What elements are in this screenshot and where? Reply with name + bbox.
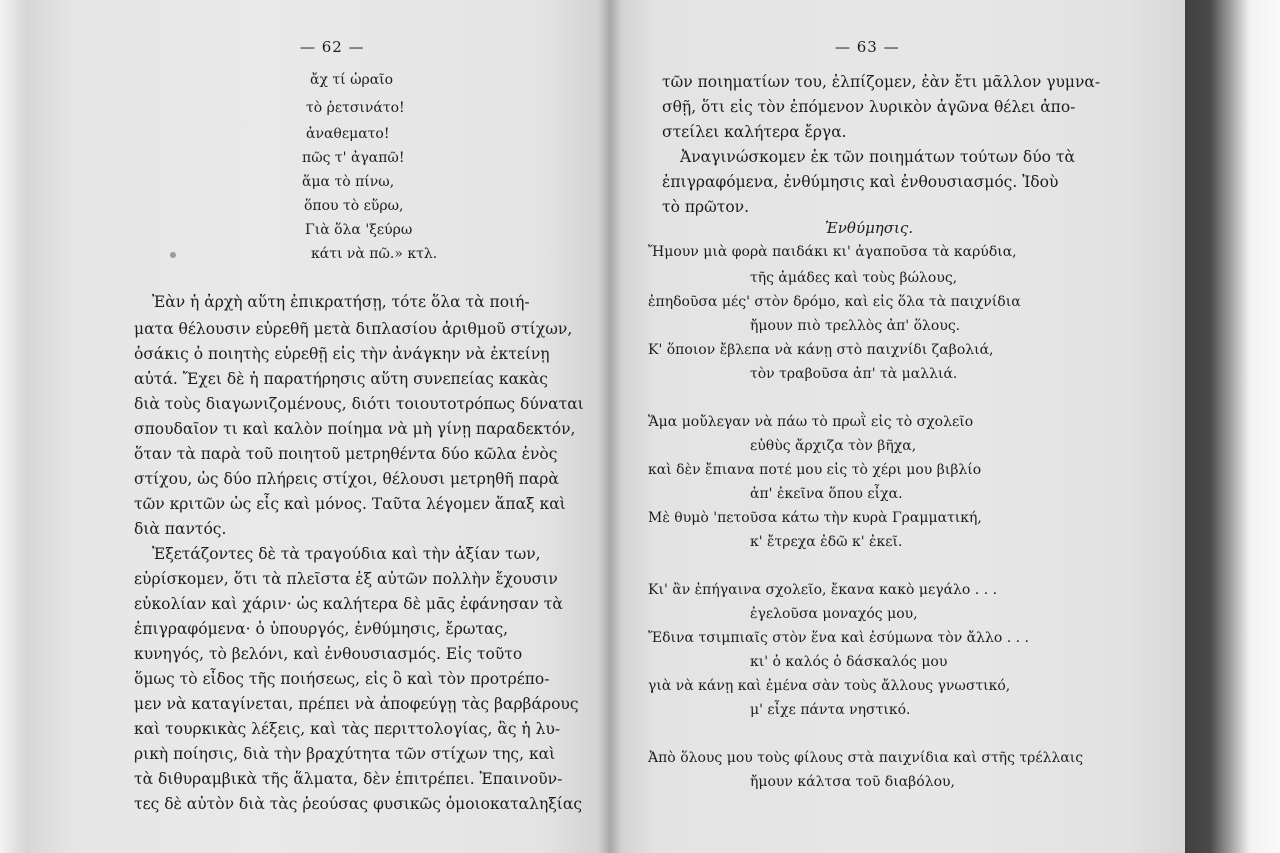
prose-line: διὰ τοὺς διαγωνιζομένους, διότι τοιουτοτρόπως δύναται <box>134 395 584 413</box>
prose-line: σπουδαῖον τι καὶ καλὸν ποίημα νὰ μὴ γίνῃ παραδεκτόν, <box>134 420 576 438</box>
prose-line: αὐτά. Ἔχει δὲ ἡ παρατήρησις αὕτη συνεπείας κακὰς <box>134 370 548 388</box>
prose-line: ἐπιγραφόμενα· ὁ ὑπουργός, ἐνθύμησις, ἔρωτας, <box>134 620 509 638</box>
verse-line: πῶς τ' ἀγαπῶ! <box>302 150 405 166</box>
prose-line: τῶν κριτῶν ὡς εἷς καὶ μόνος. Ταῦτα λέγομεν ἅπαξ καὶ <box>134 495 566 513</box>
poem-line: Κι' ἂν ἐπήγαινα σχολεῖο, ἔκανα κακὸ μεγάλο . . . <box>648 582 998 598</box>
poem-line: ἐγελοῦσα μοναχός μου, <box>750 606 918 622</box>
poem-line: ἐπηδοῦσα μές' στὸν δρόμο, καὶ εἰς ὅλα τὰ παιχνίδια <box>648 294 1021 310</box>
prose-line: ὁσάκις ὁ ποιητὴς εὑρεθῇ εἰς τὴν ἀνάγκην νὰ ἐκτείνῃ <box>134 345 550 363</box>
ink-spot <box>170 252 176 258</box>
verse-line: ἅμα τὸ πίνω, <box>302 174 395 190</box>
prose-line: διὰ παντός. <box>134 520 227 538</box>
poem-line: Ἅμα μοὔλεγαν νὰ πάω τὸ πρωῒ εἰς τὸ σχολεῖο <box>648 414 974 430</box>
page-number-63: — 63 — <box>835 38 900 56</box>
prose-line: ρικὴ ποίησις, διὰ τὴν βραχύτητα τῶν στίχων της, καὶ <box>134 745 556 763</box>
poem-line: τῆς ἀμάδες καὶ τοὺς βώλους, <box>750 270 958 286</box>
prose-line: στείλει καλήτερα ἔργα. <box>662 123 847 141</box>
prose-line: ὅμως τὸ εἶδος τῆς ποιήσεως, εἰς ὃ καὶ τὸν προτρέπο- <box>134 670 550 688</box>
poem-line: Ἀπὸ ὅλους μου τοὺς φίλους στὰ παιχνίδια καὶ στῆς τρέλλαις <box>648 750 1084 766</box>
verse-line: Γιὰ ὅλα 'ξεύρω <box>305 222 413 238</box>
prose-line: εὐκολίαν καὶ χάριν· ὡς καλήτερα δὲ μᾶς ἐφάνησαν τὰ <box>134 595 563 613</box>
poem-line: κι' ὁ καλός ὁ δάσκαλός μου <box>750 654 948 670</box>
poem-line: γιὰ νὰ κάνῃ καὶ ἐμένα σὰν τοὺς ἄλλους γνωστικό, <box>648 678 1011 694</box>
prose-line: σθῇ, ὅτι εἰς τὸν ἐπόμενον λυρικὸν ἀγῶνα θέλει ἀπο- <box>662 98 1076 116</box>
poem-line: ἀπ' ἐκεῖνα ὅπου εἶχα. <box>750 486 903 502</box>
poem-line: Ἔδινα τσιμπιαῖς στὸν ἕνα καὶ ἐσύμωνα τὸν ἄλλο . . . <box>648 630 1030 646</box>
prose-line: ἐπιγραφόμενα, ἐνθύμησις καὶ ἐνθουσιασμός. Ἰδοὺ <box>662 173 1059 191</box>
verse-line: ἄχ τί ὡραῖο <box>310 72 394 88</box>
prose-line: τες δὲ αὐτὸν διὰ τὰς ῥεούσας φυσικῶς ὁμοιοκαταληξίας <box>134 795 583 813</box>
prose-line: μεν νὰ καταγίνεται, πρέπει νὰ ἀποφεύγῃ τὰς βαρβάρους <box>134 695 579 713</box>
prose-line: Ἐὰν ἡ ἀρχὴ αὕτη ἐπικρατήσῃ, τότε ὅλα τὰ ποιή- <box>152 293 530 311</box>
poem-line: τὸν τραβοῦσα ἀπ' τὰ μαλλιά. <box>750 366 958 382</box>
prose-line: τῶν ποιηματίων του, ἐλπίζομεν, ἐὰν ἔτι μᾶλλον γυμνα- <box>662 73 1101 91</box>
poem-line: Μὲ θυμὸ 'πετοῦσα κάτω τὴν κυρὰ Γραμματική, <box>648 510 982 526</box>
right-page <box>610 0 1185 853</box>
poem-line: εὐθὺς ἄρχιζα τὸν βῆχα, <box>750 438 917 454</box>
book-cover-edge <box>1180 0 1280 853</box>
prose-line: εὑρίσκομεν, ὅτι τὰ πλεῖστα ἐξ αὐτῶν πολλὴν ἔχουσιν <box>134 570 558 588</box>
prose-line: τὰ διθυραμβικὰ τῆς ἅλματα, δὲν ἐπιτρέπει. Ἐπαινοῦν- <box>134 770 563 788</box>
poem-line: μ' εἶχε πάντα νηστικό. <box>750 702 911 718</box>
poem-line: ἤμουν πιὸ τρελλὸς ἀπ' ὅλους. <box>750 318 961 334</box>
prose-line: Ἀναγινώσκομεν ἐκ τῶν ποιημάτων τούτων δύο τὰ <box>680 148 1075 166</box>
poem-line: Κ' ὅποιον ἔβλεπα νὰ κάνῃ στὸ παιχνίδι ζαβολιά, <box>648 342 994 358</box>
poem-title: Ἐνθύμησις. <box>825 219 914 237</box>
prose-line: κυνηγός, τὸ βελόνι, καὶ ἐνθουσιασμός. Εἰς τοῦτο <box>134 645 523 663</box>
prose-line: Ἐξετάζοντες δὲ τὰ τραγούδια καὶ τὴν ἀξίαν των, <box>152 545 541 563</box>
prose-line: ματα θέλουσιν εὑρεθῆ μετὰ διπλασίου ἀριθμοῦ στίχων, <box>134 320 573 338</box>
verse-line: ἀναθεματο! <box>306 126 390 142</box>
verse-line: τὸ ῥετσινάτο! <box>306 100 405 116</box>
left-page <box>30 0 610 853</box>
verse-line: κάτι νὰ πῶ.» κτλ. <box>311 246 438 262</box>
poem-line: Ἤμουν μιὰ φορὰ παιδάκι κι' ἀγαποῦσα τὰ καρύδια, <box>648 244 1017 260</box>
prose-line: τὸ πρῶτον. <box>662 198 750 216</box>
book-gutter <box>598 0 622 853</box>
prose-line: στίχου, ὡς δύο πλήρεις στίχοι, θέλουσι μετρηθῆ παρὰ <box>134 470 559 488</box>
prose-line: καὶ τουρκικὰς λέξεις, καὶ τὰς περιττολογίας, ἃς ἡ λυ- <box>134 720 561 738</box>
poem-line: κ' ἔτρεχα ἐδῶ κ' ἐκεῖ. <box>750 534 903 550</box>
prose-line: ὅταν τὰ παρὰ τοῦ ποιητοῦ μετρηθέντα δύο κῶλα ἑνὸς <box>134 445 558 463</box>
poem-line: ἤμουν κάλτσα τοῦ διαβόλου, <box>750 774 955 790</box>
poem-line: καὶ δὲν ἔπιανα ποτέ μου εἰς τὸ χέρι μου βιβλίο <box>648 462 982 478</box>
page-number-62: — 62 — <box>300 38 365 56</box>
verse-line: ὅπου τὸ εὕρω, <box>304 198 404 214</box>
